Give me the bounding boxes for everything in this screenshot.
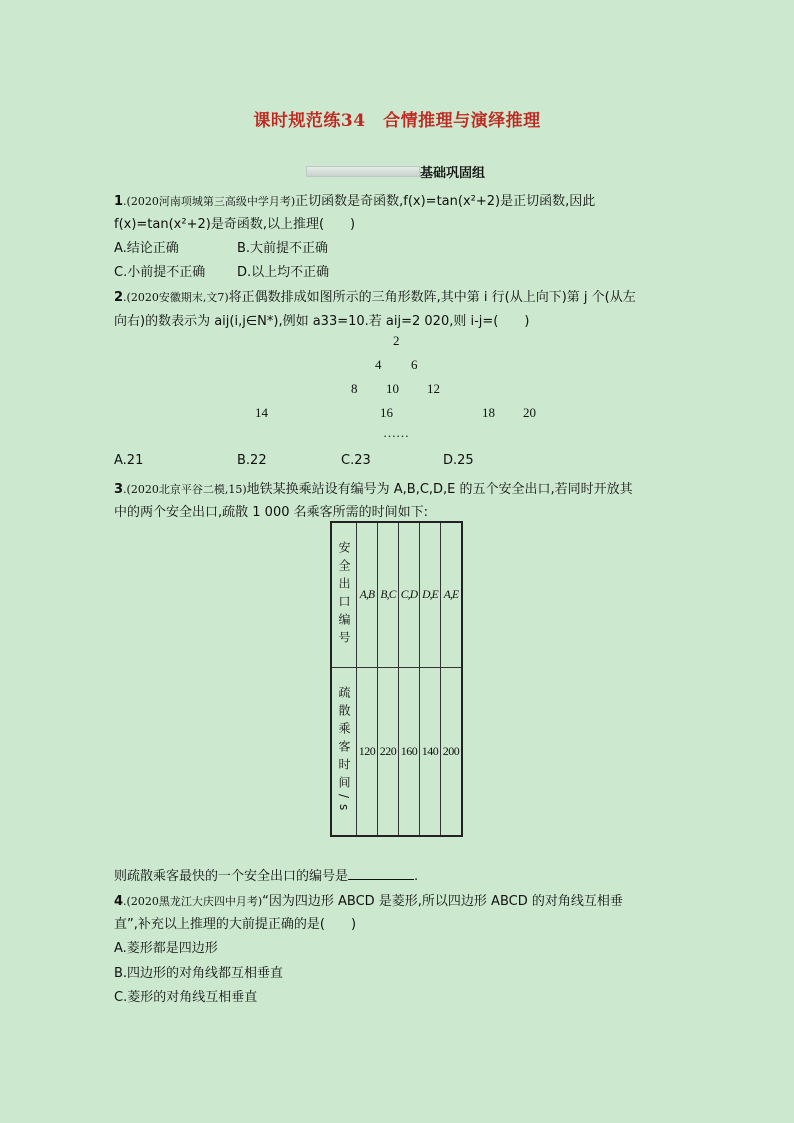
- table-cell: 160: [399, 667, 420, 836]
- q1-option-c: C.小前提不正确: [114, 265, 206, 280]
- q4-line-1: [114, 890, 623, 909]
- q1-text-2: f(x)=tan(x²+2)是奇函数,以上推理( ): [114, 217, 356, 232]
- page-title: 课时规范练34 合情推理与演绎推理: [253, 111, 541, 131]
- triangle-number: 14: [255, 405, 268, 420]
- triangle-ellipsis: ……: [383, 425, 409, 440]
- triangle-number: 6: [411, 357, 418, 372]
- q2-source: .(2020安徽期末,文7): [123, 291, 229, 304]
- q3-text-3: 则疏散乘客最快的一个安全出口的编号是: [114, 869, 349, 884]
- exit-time-table: [330, 521, 463, 837]
- q2-option-a: A.21: [114, 453, 144, 468]
- q1-option-a: A.结论正确: [114, 241, 179, 256]
- triangle-number: 8: [351, 381, 358, 396]
- table-row: [331, 667, 462, 836]
- triangle-number: 20: [523, 405, 536, 420]
- q2-text-1: 将正偶数排成如图所示的三角形数阵,其中第 i 行(从上向下)第 j 个(从左: [228, 290, 636, 305]
- table-cell: 220: [378, 667, 399, 836]
- table-cell: A,B: [357, 522, 378, 667]
- q3-number: 3: [114, 482, 124, 497]
- answer-blank: [348, 867, 414, 880]
- table-cell: D,E: [420, 522, 441, 667]
- q1-option-b: B.大前提不正确: [237, 241, 329, 256]
- q3-line-1: [114, 478, 633, 497]
- row-header-time: 疏散乘客时间/s: [331, 667, 357, 836]
- q3-line-3: 则疏散乘客最快的一个安全出口的编号是 .: [114, 869, 419, 884]
- q1-source: .(2020河南项城第三高级中学月考): [123, 195, 296, 208]
- triangle-number: 4: [375, 357, 382, 372]
- q2-option-b: B.22: [237, 453, 267, 468]
- table-cell: C,D: [399, 522, 420, 667]
- q1-line-1: [114, 190, 595, 209]
- triangle-number: 12: [427, 381, 440, 396]
- table-row: [331, 522, 462, 667]
- table-cell: A,E: [441, 522, 463, 667]
- q2-option-d: D.25: [443, 453, 474, 468]
- q3-text-2: 中的两个安全出口,疏散 1 000 名乘客所需的时间如下:: [114, 505, 428, 520]
- section-heading: 基础巩固组: [420, 166, 486, 181]
- triangle-number: 18: [482, 405, 495, 420]
- triangle-number: 16: [380, 405, 393, 420]
- triangle-number: 2: [393, 333, 400, 348]
- table-cell: 200: [441, 667, 463, 836]
- q1-text-1: 正切函数是奇函数,f(x)=tan(x²+2)是正切函数,因此: [295, 194, 596, 209]
- q4-option-b: B.四边形的对角线都互相垂直: [114, 966, 284, 981]
- triangle-number: 10: [386, 381, 399, 396]
- row-header-exit-id: 安全出口编号: [331, 522, 357, 667]
- table-cell: 120: [357, 667, 378, 836]
- q3-source: .(2020北京平谷二模,15): [123, 483, 247, 496]
- q4-source: .(2020黑龙江大庆四中月考): [123, 895, 263, 908]
- q1-option-d: D.以上均不正确: [237, 265, 330, 280]
- q1-number: 1: [114, 194, 124, 209]
- q3-text-1: 地铁某换乘站设有编号为 A,B,C,D,E 的五个安全出口,若同时开放其: [246, 482, 633, 497]
- q2-option-c: C.23: [341, 453, 371, 468]
- q2-number: 2: [114, 290, 124, 305]
- q2-line-1: [114, 286, 636, 305]
- section-divider-bar: [306, 166, 420, 177]
- q4-option-a: A.菱形都是四边形: [114, 941, 218, 956]
- q4-text-2: 直”,补充以上推理的大前提正确的是( ): [114, 917, 357, 932]
- q4-option-c: C.菱形的对角线互相垂直: [114, 990, 258, 1005]
- table-cell: B,C: [378, 522, 399, 667]
- q4-text-1: “因为四边形 ABCD 是菱形,所以四边形 ABCD 的对角线互相垂: [262, 894, 623, 909]
- table-cell: 140: [420, 667, 441, 836]
- q4-number: 4: [114, 894, 124, 909]
- q2-text-2: 向右)的数表示为 aij(i,j∈N*),例如 a33=10.若 aij=2 020,则 i-j=( ): [114, 314, 530, 329]
